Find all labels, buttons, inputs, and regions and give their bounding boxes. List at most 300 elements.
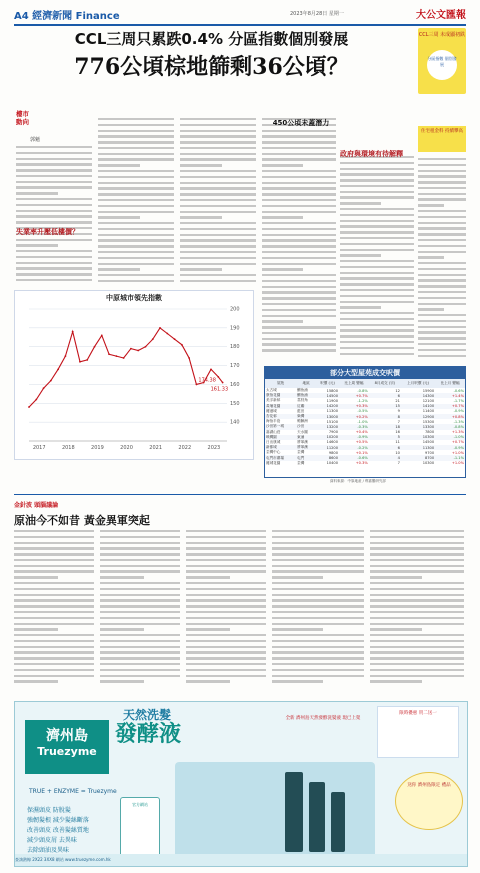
text-line <box>418 355 466 357</box>
text-line <box>180 211 256 213</box>
text-line <box>14 646 94 648</box>
text-line <box>370 582 464 584</box>
text-line <box>186 657 266 659</box>
text-line <box>340 289 414 291</box>
table-cell: 海怡半島 <box>266 419 281 424</box>
text-line <box>272 536 364 538</box>
text-line <box>98 263 174 265</box>
text-line <box>340 237 414 239</box>
text-line <box>418 222 466 224</box>
text-line <box>272 570 364 572</box>
text-line <box>262 205 336 207</box>
text-line <box>180 222 256 224</box>
text-line <box>14 611 94 613</box>
text-line <box>186 553 266 555</box>
table-cell: +0.2% <box>339 414 369 419</box>
data-label: 161.33 <box>210 386 229 393</box>
table-header-cell: 比上周 變幅 <box>339 379 369 388</box>
text-line <box>340 162 414 164</box>
text-line <box>100 657 180 659</box>
text-line <box>180 130 256 132</box>
text-line <box>14 588 94 590</box>
table-cell: -1.1% <box>435 455 465 460</box>
paper-logo: 大公文匯報 <box>416 10 466 21</box>
data-point <box>130 348 132 350</box>
y-tick-label: 160 <box>230 381 240 388</box>
text-line <box>16 163 92 165</box>
text-line <box>272 669 364 671</box>
text-line <box>98 268 140 270</box>
table-cell: -0.2% <box>339 445 369 450</box>
text-line <box>418 187 466 189</box>
table-cell: 屯門市廣場 <box>265 455 296 460</box>
text-line <box>262 303 336 305</box>
data-point <box>57 368 59 370</box>
text-line <box>100 634 180 636</box>
text-line <box>418 204 444 206</box>
ad-brand-box <box>25 720 109 774</box>
text-line <box>340 353 414 355</box>
article2-column-3 <box>186 530 266 690</box>
text-line <box>340 243 414 245</box>
text-line <box>100 565 180 567</box>
data-point <box>188 357 190 359</box>
table-cell: 13200 <box>316 424 339 429</box>
table-cell: 15900 <box>422 388 435 393</box>
y-tick-label: 180 <box>230 344 240 351</box>
table-header-cell: 上月呎價 (元) <box>401 379 435 388</box>
text-line <box>262 251 336 253</box>
text-line <box>340 324 414 326</box>
text-line <box>180 176 256 178</box>
data-point <box>115 355 117 357</box>
table-cell: 11300 <box>401 445 435 450</box>
table-cell: 7 <box>397 461 400 466</box>
table-cell: +0.7% <box>435 404 465 409</box>
table-cell: -1.2% <box>357 398 368 403</box>
text-line <box>186 536 266 538</box>
text-line <box>98 135 174 137</box>
table-cell: 15300 <box>422 419 435 424</box>
text-line <box>98 170 174 172</box>
text-line <box>262 170 336 172</box>
text-line <box>370 623 464 625</box>
text-line <box>262 239 336 241</box>
table-title: 部分大型屋苑成交呎價 <box>265 367 465 379</box>
table-cell: +0.8% <box>435 414 465 419</box>
table-cell: 紅磡 <box>296 404 316 409</box>
text-line <box>16 279 92 281</box>
text-line <box>340 306 381 308</box>
text-line <box>340 173 414 175</box>
text-line <box>186 605 266 607</box>
table-cell: 6 <box>369 445 401 450</box>
table-cell: 7900 <box>328 430 339 435</box>
text-line <box>418 297 466 299</box>
x-tick-label: 2023 <box>207 445 221 451</box>
y-tick-label: 150 <box>230 400 240 407</box>
table-cell: -0.5% <box>357 409 368 414</box>
text-line <box>418 170 466 172</box>
text-line <box>370 553 464 555</box>
text-line <box>180 158 256 160</box>
headline-sub: CCL三周只累跌0.4% 分區指數個別發展 <box>74 30 349 48</box>
text-line <box>16 198 92 200</box>
text-line <box>262 257 336 259</box>
text-line <box>14 640 94 642</box>
y-tick-label: 140 <box>230 419 240 426</box>
text-line <box>262 309 336 311</box>
text-line <box>262 141 336 143</box>
text-line <box>98 193 174 195</box>
x-tick-label: 2022 <box>178 445 192 451</box>
table-cell: -1.3% <box>453 419 464 424</box>
text-line <box>14 634 94 636</box>
text-column-2 <box>98 118 174 286</box>
text-line <box>98 147 174 149</box>
table-cell: 鰂魚涌 <box>296 393 316 398</box>
text-line <box>370 599 464 601</box>
table-header-cell: 8月成交 (宗) <box>369 379 401 388</box>
text-line <box>16 158 92 160</box>
text-line <box>340 335 414 337</box>
text-line <box>418 262 466 264</box>
table-cell: -1.0% <box>357 419 368 424</box>
table-cell: 藍田 <box>297 408 305 413</box>
text-line <box>14 594 94 596</box>
text-line <box>370 669 464 671</box>
text-line <box>180 257 256 259</box>
table-cell: 12 <box>395 388 400 393</box>
text-line <box>262 158 336 160</box>
text-line <box>180 280 256 282</box>
table-cell: 杏花邨 <box>265 414 296 419</box>
page-header <box>14 6 466 26</box>
text-line <box>16 152 92 154</box>
text-line <box>262 176 336 178</box>
text-line <box>14 570 94 572</box>
data-point <box>181 344 183 346</box>
table-cell: 15800 <box>326 388 339 393</box>
text-line <box>180 268 222 270</box>
text-line <box>98 274 174 276</box>
table-cell: 將軍澳 <box>296 445 316 450</box>
text-line <box>340 231 414 233</box>
text-line <box>180 164 222 166</box>
text-line <box>262 222 336 224</box>
text-line <box>180 199 256 201</box>
data-point <box>108 353 110 355</box>
text-line <box>98 211 174 213</box>
table-cell: -0.9% <box>435 445 465 450</box>
table-cell: 日出康城 <box>266 439 281 444</box>
text-line <box>418 308 444 310</box>
text-line <box>14 599 94 601</box>
table-cell: +0.4% <box>355 430 368 435</box>
text-line <box>98 124 174 126</box>
data-point <box>72 331 74 333</box>
text-line <box>100 570 180 572</box>
text-line <box>14 576 58 578</box>
data-point <box>166 333 168 335</box>
text-line <box>262 320 303 322</box>
text-line <box>418 256 444 258</box>
text-line <box>262 263 336 265</box>
text-line <box>418 285 466 287</box>
table-cell: 屯門 <box>296 455 316 460</box>
text-line <box>340 283 414 285</box>
text-line <box>370 628 422 630</box>
text-line <box>100 617 180 619</box>
text-line <box>186 640 266 642</box>
text-line <box>340 168 414 170</box>
table-cell: 10 <box>395 450 400 455</box>
text-line <box>186 617 266 619</box>
table-cell: 11400 <box>422 409 435 414</box>
text-line <box>370 605 464 607</box>
data-point <box>79 361 81 363</box>
text-line <box>370 651 464 653</box>
article2-column-2 <box>100 530 180 690</box>
text-line <box>340 272 414 274</box>
table-cell: 沙田 <box>296 424 316 429</box>
text-line <box>262 193 336 195</box>
ad-feature: 強韌髮根 減少髮絲斷落 <box>27 817 89 824</box>
text-line <box>180 193 256 195</box>
text-line <box>272 646 364 648</box>
table-cell: 沙田第一城 <box>265 424 296 429</box>
y-tick-label: 190 <box>230 325 240 332</box>
text-line <box>340 185 414 187</box>
text-line <box>272 542 364 544</box>
text-line <box>16 267 92 269</box>
text-line <box>186 582 266 584</box>
text-line <box>262 315 336 317</box>
table-cell: 黃埔花園 <box>265 404 296 409</box>
text-line <box>262 153 336 155</box>
table-cell: 10300 <box>401 435 435 440</box>
text-line <box>100 611 180 613</box>
article2-column-1 <box>14 530 94 690</box>
text-line <box>100 628 144 630</box>
table-cell: 14500 <box>422 440 435 445</box>
text-line <box>186 680 230 682</box>
text-line <box>262 187 336 189</box>
table-cell: 10300 <box>422 461 435 466</box>
text-line <box>370 530 464 532</box>
text-line <box>272 605 364 607</box>
text-line <box>262 228 336 230</box>
text-line <box>262 326 336 328</box>
text-line <box>100 530 180 532</box>
text-line <box>340 179 414 181</box>
text-line <box>272 599 364 601</box>
data-point <box>94 346 96 348</box>
data-point <box>159 327 161 329</box>
text-line <box>418 193 466 195</box>
text-line <box>16 210 92 212</box>
table-cell: 太古城 <box>266 388 277 393</box>
text-line <box>100 651 180 653</box>
data-point <box>50 380 52 382</box>
table-cell: 12100 <box>422 398 435 403</box>
text-line <box>370 547 464 549</box>
data-point <box>196 384 198 386</box>
text-line <box>14 542 94 544</box>
price-table <box>264 366 466 478</box>
text-line <box>370 542 464 544</box>
text-line <box>418 349 466 351</box>
ad-brand-zh: 濟州島 <box>46 728 88 744</box>
text-line <box>14 547 94 549</box>
text-line <box>16 169 92 171</box>
text-line <box>14 680 58 682</box>
text-line <box>340 329 414 331</box>
text-line <box>100 605 180 607</box>
text-line <box>272 547 364 549</box>
truezyme-advertisement[interactable] <box>14 701 468 867</box>
text-line <box>370 617 464 619</box>
text-line <box>262 135 336 137</box>
issue-date: 2023年8月28日 星期一 <box>290 11 344 17</box>
text-line <box>180 153 256 155</box>
text-line <box>98 164 140 166</box>
text-line <box>370 657 464 659</box>
table-cell: 柴灣 <box>296 414 316 419</box>
table-cell: 10400 <box>326 461 339 466</box>
table-cell: +0.3% <box>355 461 368 466</box>
text-line <box>14 675 94 677</box>
text-line <box>418 291 466 293</box>
text-line <box>272 634 364 636</box>
text-line <box>98 141 174 143</box>
text-line <box>418 251 466 253</box>
table-cell: -0.6% <box>339 455 369 460</box>
text-line <box>262 216 303 218</box>
text-line <box>418 326 466 328</box>
text-column-3 <box>180 118 256 286</box>
text-line <box>180 228 256 230</box>
text-line <box>14 565 94 567</box>
text-line <box>98 216 140 218</box>
chart-svg <box>15 291 253 459</box>
ad-phone-mockup: 官方網站 <box>120 797 160 859</box>
text-line <box>340 312 414 314</box>
table-cell: -0.9% <box>339 435 369 440</box>
text-line <box>186 547 266 549</box>
text-line <box>262 349 336 351</box>
table-cell: -0.6% <box>453 388 464 393</box>
text-line <box>180 234 256 236</box>
text-line <box>180 141 256 143</box>
ad-feature-list <box>27 806 89 856</box>
text-line <box>262 338 336 340</box>
text-line <box>340 208 414 210</box>
text-line <box>262 211 336 213</box>
text-line <box>16 250 92 252</box>
text-line <box>262 297 336 299</box>
text-line <box>14 553 94 555</box>
table-cell: 荃灣 <box>297 460 305 465</box>
text-line <box>418 158 466 160</box>
text-line <box>272 559 364 561</box>
text-line <box>98 187 174 189</box>
text-line <box>100 588 180 590</box>
y-tick-label: 170 <box>230 363 240 370</box>
table-cell: 9 <box>397 409 400 414</box>
text-line <box>340 318 414 320</box>
text-line <box>370 536 464 538</box>
table-cell: -1.0% <box>435 435 465 440</box>
article2-title: 原油今不如昔 黃金異軍突起 <box>14 514 150 527</box>
text-line <box>14 582 94 584</box>
text-line <box>14 559 94 561</box>
text-line <box>262 343 336 345</box>
table-cell: +1.3% <box>451 430 464 435</box>
text-line <box>14 605 94 607</box>
text-line <box>186 576 230 578</box>
text-line <box>98 234 174 236</box>
ad-feature: 保濕頭皮 防脫髮 <box>27 807 71 814</box>
text-line <box>340 341 414 343</box>
ad-brand-en: Truezyme <box>37 745 97 758</box>
ad-product-scene <box>175 762 375 862</box>
text-line <box>186 646 266 648</box>
text-line <box>262 332 336 334</box>
text-line <box>180 187 256 189</box>
ad-footer[interactable]: 查詢熱線 2X22 3XX8 網站 www.truezyme.com.hk <box>15 854 467 866</box>
text-line <box>100 675 180 677</box>
article2-column-5 <box>370 530 464 690</box>
text-line <box>16 239 92 241</box>
text-line <box>272 651 364 653</box>
text-line <box>98 280 174 282</box>
table-header-row <box>265 379 465 388</box>
table-cell: 6 <box>369 393 401 398</box>
x-tick-label: 2021 <box>149 445 163 451</box>
text-line <box>186 565 266 567</box>
text-line <box>14 651 94 653</box>
table-cell: 11300 <box>326 409 339 414</box>
ad-feature: 去除頭油及異味 <box>27 847 70 854</box>
text-line <box>186 530 266 532</box>
text-line <box>418 164 466 166</box>
text-line <box>272 657 364 659</box>
text-line <box>180 118 256 120</box>
text-line <box>370 680 422 682</box>
table-cell: 14100 <box>401 404 435 409</box>
text-line <box>186 675 266 677</box>
text-line <box>14 663 94 665</box>
text-line <box>340 301 414 303</box>
table-header-cell: 呎價 (元) <box>316 379 339 388</box>
text-line <box>370 576 422 578</box>
ad-slogan-top: 天然洗髮 <box>123 708 172 722</box>
text-line <box>98 176 174 178</box>
text-line <box>100 669 180 671</box>
text-line <box>16 221 92 223</box>
table-cell: 荃灣中心 <box>266 450 281 455</box>
text-line <box>100 576 144 578</box>
text-column-1 <box>16 146 92 286</box>
text-line <box>180 147 256 149</box>
table-cell: 天水圍 <box>297 429 308 434</box>
text-line <box>272 680 323 682</box>
text-line <box>100 559 180 561</box>
table-cell: 13300 <box>401 424 435 429</box>
table-cell: 美孚新邨 <box>266 398 281 403</box>
text-line <box>16 244 58 246</box>
